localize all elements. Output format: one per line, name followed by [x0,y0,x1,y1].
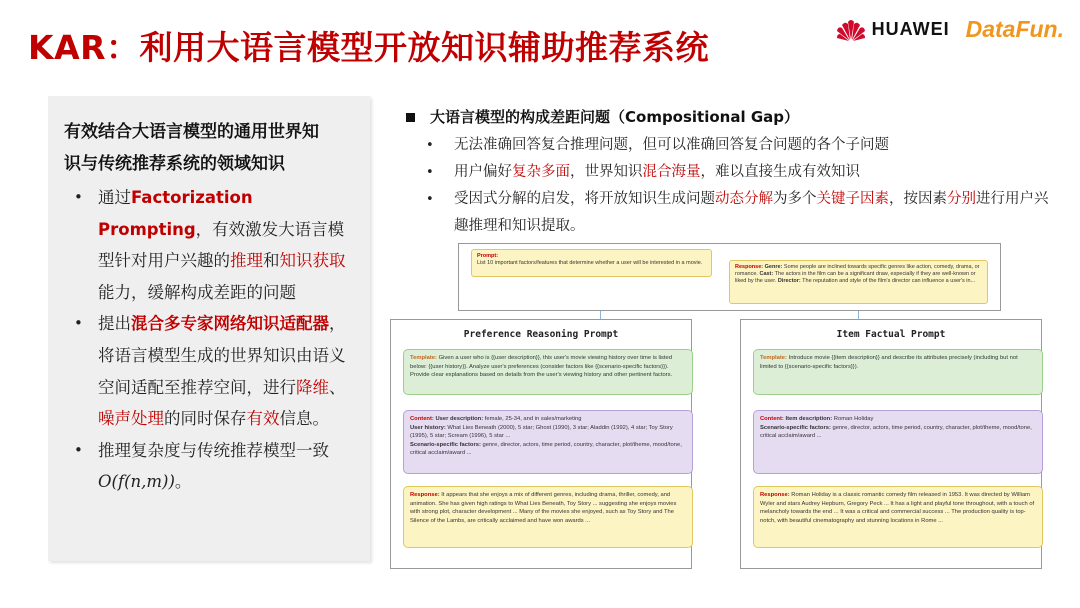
left-panel-heading [64,116,352,180]
datafun-logo [966,16,1064,43]
preference-template-box: Template: Given a user who is {{user description}}, this user's movie viewing history over time is listed below: {{user history}}. Analyze user's preferences (consider factors like {{scenario-specific factors}}). Provide clear explanations based on details from the user's viewing history and other pertinent factors. [403,349,693,395]
connector-line-right [858,311,859,319]
preference-content-box: Content: User description: female, 25-34, and in sales/marketing User history: What Lies Beneath (2000), 5 star; Ghost (1990), 3 star; Aladdin (1992), 4 star; Toy Story (1995), 5 star; Scream (1996), 5 star ... Scenario-specific factors: genre, director, actors, time period, country, character, plot/theme, mood/tone, critical acclaim/award ... [403,410,693,474]
huawei-flower-icon [836,18,866,42]
preference-reasoning-title: Preference Reasoning Prompt [463,329,619,340]
factor-response-box: Response: Genre: Some people are inclined towards specific genres like action, comedy, drama, or romance. Cast: The actors in the film can be a significant draw, especially if they are well-known or liked by the user. Director: The reputation and style of the film's director can influence a user's in... [729,260,988,304]
right-bullet-3: • 受因式分解的启发，将开放知识生成问题动态分解为多个关键子因素，按因素分别进行用户兴趣推理和知识提取。 [404,186,1060,240]
square-bullet-icon [406,113,415,122]
page-title: KAR：利用大语言模型开放知识辅助推荐系统 [28,28,710,67]
logo-bar [836,16,1064,43]
datafun-wordmark: DataFun. [965,16,1064,42]
item-template-box: Template: Introduce movie {{item description}} and describe its attributes precisely (including but not limited to {{scenario-specific factors}}). [753,349,1043,395]
left-summary-panel [48,96,370,561]
connector-line-left [600,311,601,319]
item-response-box: Response: Roman Holiday is a classic romantic comedy film released in 1953. It was directed by William Wyler and stars Audrey Hepburn, Gregory Peck ... It has a light and playful tone throughout, with a touch of melancholy towards the end ... It was a critical and commercial success ... The production quality is top-notch, with beautiful cinematography and stunning locations in Rome ... [753,486,1043,548]
right-text-section [404,102,1060,240]
huawei-logo [836,18,950,42]
huawei-wordmark: HUAWEI [871,19,950,39]
left-bullet-complexity: • 推理复杂度与传统推荐模型一致 O(f(n,m))。 [64,435,352,498]
item-content-box: Content: Item description: Roman Holiday Scenario-specific factors: genre, director, actors, time period, country, character, plot/theme, mood/tone, critical acclaim/award ... [753,410,1043,474]
compositional-gap-heading: 大语言模型的构成差距问题（Compositional Gap） [404,102,1060,132]
complexity-formula: O(f(n,m)) [98,472,175,492]
left-bullet-factorization: • 通过Factorization Prompting，有效激发大语言模型针对用户兴趣的推理和知识获取能力，缓解构成差距的问题 [64,182,352,308]
item-factual-panel [740,319,1042,569]
right-bullet-list [404,132,1060,240]
item-factual-title: Item Factual Prompt [836,329,946,340]
preference-reasoning-panel [390,319,692,569]
left-heading-line-1: 有效结合大语言模型的通用世界知 [64,122,319,142]
left-heading-line-2: 识与传统推荐系统的领域知识 [64,154,285,174]
right-bullet-1: • 无法准确回答复合推理问题，但可以准确回答复合问题的各个子问题 [404,132,1060,159]
right-bullet-2: • 用户偏好复杂多面，世界知识混合海量，难以直接生成有效知识 [404,159,1060,186]
left-bullet-adapter: • 提出混合多专家网络知识适配器，将语言模型生成的世界知识由语义空间适配至推荐空间，进行降维、噪声处理的同时保存有效信息。 [64,308,352,434]
left-bullet-list [64,182,352,498]
factor-prompt-box: Prompt: List 10 important factors/features that determine whether a user will be interested in a movie. [471,249,712,277]
kar-prompt-figure [390,243,1068,568]
preference-response-box: Response: It appears that she enjoys a mix of different genres, including drama, thriller, comedy, and animation. She has given high ratings to What Lies Beneath, Toy Story ... suggesting she enjoys movies with strong plot, character development ... Many of the movies she enjoyed, such as Toy Story and The Silence of the Lambs, are critically acclaimed and have won awards ... [403,486,693,548]
